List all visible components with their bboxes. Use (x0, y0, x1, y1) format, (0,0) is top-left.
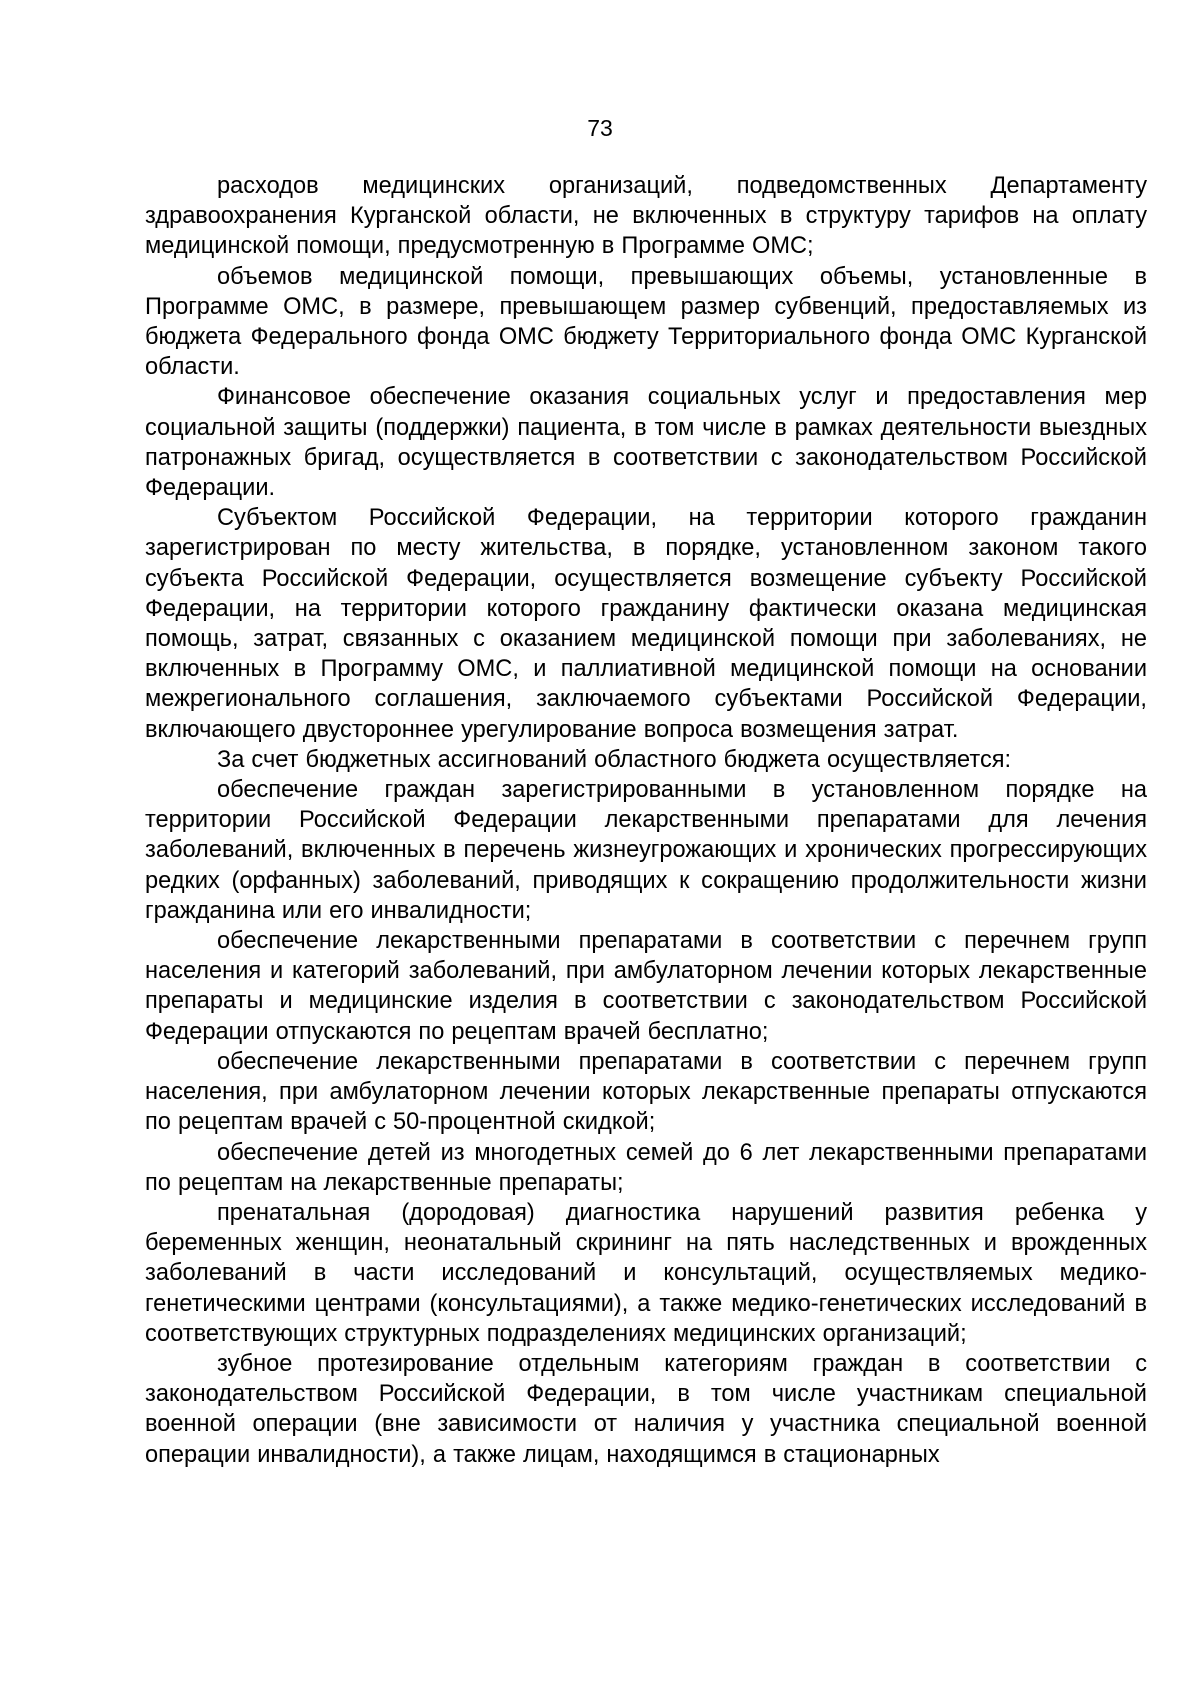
paragraph: расходов медицинских организаций, подведомственных Департаменту здравоохранения Курганской области, не включенных в структуру тарифов на оплату медицинской помощи, предусмотренную в Программе ОМС; (145, 173, 1147, 260)
list-item: пренатальная (дородовая) диагностика нарушений развития ребенка у беременных женщин, неонатальный скрининг на пять наследственных и врожденных заболеваний в части исследований и консультаций, осуществляемых медико-генетическими центрами (консультациями), а также медико-генетических исследований в соответствующих структурных подразделениях медицинских организаций; (145, 1199, 1147, 1347)
list-item: обеспечение граждан зарегистрированными в установленном порядке на территории Российской Федерации лекарственными препаратами для лечения заболеваний, включенных в перечень жизнеугрожающих и хронических прогрессирующих редких (орфанных) заболеваний, приводящих к сокращению продолжительности жизни гражданина или его инвалидности; (145, 777, 1147, 924)
list-item: зубное протезирование отдельным категориям граждан в соответствии с законодательством Российской Федерации, в том числе участникам специальной военной операции (вне зависимости от наличия у участника специальной военной операции инвалидности), а также лицам, находящимся в стационарных (145, 1350, 1147, 1468)
list-item: обеспечение лекарственными препаратами в соответствии с перечнем групп населения и категорий заболеваний, при амбулаторном лечении которых лекарственные препараты и медицинские изделия в соответствии с законодательством Российской Федерации отпускаются по рецептам врачей бесплатно; (145, 928, 1147, 1045)
paragraph: Субъектом Российской Федерации, на территории которого гражданин зарегистрирован по месту жительства, в порядке, установленном законом такого субъекта Российской Федерации, осуществляется возмещение субъекту Российской Федерации, на территории которого гражданину фактически оказана медицинская помощь, затрат, связанных с оказанием медицинской помощи при заболеваниях, не включенных в Программу ОМС, и паллиативной медицинской помощи на основании межрегионального соглашения, заключаемого субъектами Российской Федерации, включающего двустороннее урегулирование вопроса возмещения затрат. (145, 505, 1147, 743)
list-item: обеспечение лекарственными препаратами в соответствии с перечнем групп населения, при амбулаторном лечении которых лекарственные препараты отпускаются по рецептам врачей с 50-процентной скидкой; (145, 1048, 1147, 1136)
paragraph: За счет бюджетных ассигнований областного бюджета осуществляется: (217, 746, 1012, 773)
page-number: 73 (587, 115, 613, 141)
body-text (145, 171, 1147, 1470)
paragraph: объемов медицинской помощи, превышающих объемы, установленные в Программе ОМС, в размере, превышающем размер субвенций, предоставляемых из бюджета Федерального фонда ОМС бюджету Территориального фонда ОМС Курганской области. (145, 263, 1147, 381)
paragraph: Финансовое обеспечение оказания социальных услуг и предоставления мер социальной защиты (поддержки) пациента, в том числе в рамках деятельности выездных патронажных бригад, осуществляется в соответствии с законодательством Российской Федерации. (145, 384, 1147, 502)
list-item: обеспечение детей из многодетных семей до 6 лет лекарственными препаратами по рецептам на лекарственные препараты; (145, 1139, 1147, 1196)
